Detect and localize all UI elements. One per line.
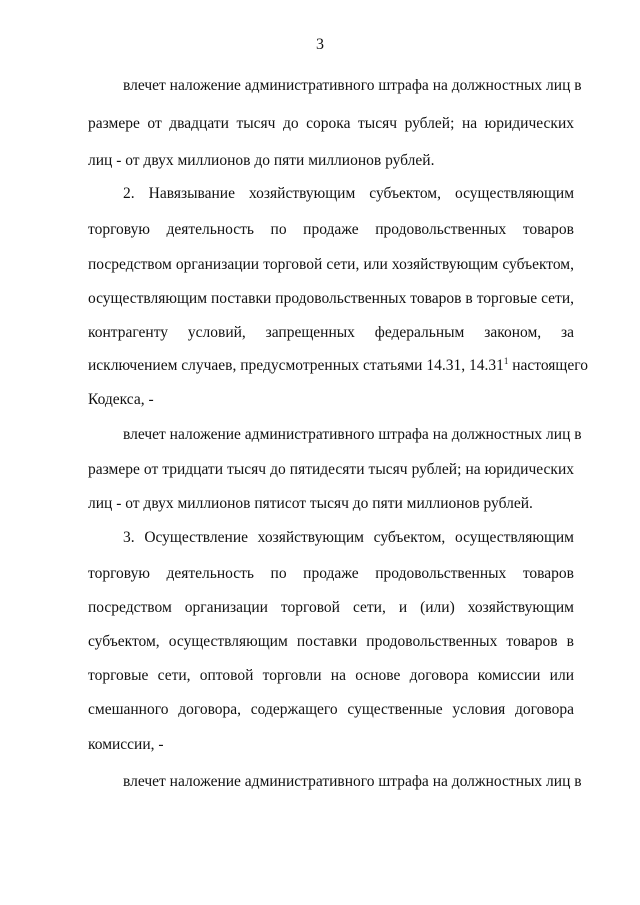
text-line: 3. Осуществление хозяйствующим субъектом, осуществляющим <box>123 529 574 546</box>
text-segment: настоящего <box>508 357 588 374</box>
text-line: смешанного договора, содержащего существенные условия договора <box>88 701 574 718</box>
text-line: торговые сети, оптовой торговли на основе договора комиссии или <box>88 667 574 684</box>
text-line: влечет наложение административного штрафа на должностных лиц в <box>123 773 582 790</box>
text-line: 2. Навязывание хозяйствующим субъектом, осуществляющим <box>123 185 574 202</box>
text-line: осуществляющим поставки продовольственных товаров в торговые сети, <box>88 290 574 307</box>
text-line: Кодекса, - <box>88 391 154 408</box>
text-line: комиссии, - <box>88 736 164 753</box>
text-line: влечет наложение административного штрафа на должностных лиц в <box>123 77 582 94</box>
text-line: размере от двадцати тысяч до сорока тысяч рублей; на юридических <box>88 115 574 132</box>
text-line-with-superscript <box>88 356 588 376</box>
text-line: лиц - от двух миллионов до пяти миллионов рублей. <box>88 152 435 169</box>
text-segment: исключением случаев, предусмотренных статьями 14.31, 14.31 <box>88 357 504 374</box>
text-line: торговую деятельность по продаже продовольственных товаров <box>88 221 574 238</box>
text-line: контрагенту условий, запрещенных федеральным законом, за <box>88 324 574 341</box>
superscript: 1 <box>503 356 509 366</box>
text-line: лиц - от двух миллионов пятисот тысяч до пяти миллионов рублей. <box>88 495 533 512</box>
text-line: субъектом, осуществляющим поставки продовольственных товаров в <box>88 633 574 650</box>
text-line: влечет наложение административного штрафа на должностных лиц в <box>123 426 582 443</box>
page-number: 3 <box>316 36 324 53</box>
text-line: размере от тридцати тысяч до пятидесяти тысяч рублей; на юридических <box>88 461 574 478</box>
text-line: посредством организации торговой сети, и (или) хозяйствующим <box>88 599 574 616</box>
text-line: торговую деятельность по продаже продовольственных товаров <box>88 565 574 582</box>
text-line: посредством организации торговой сети, или хозяйствующим субъектом, <box>88 256 574 273</box>
